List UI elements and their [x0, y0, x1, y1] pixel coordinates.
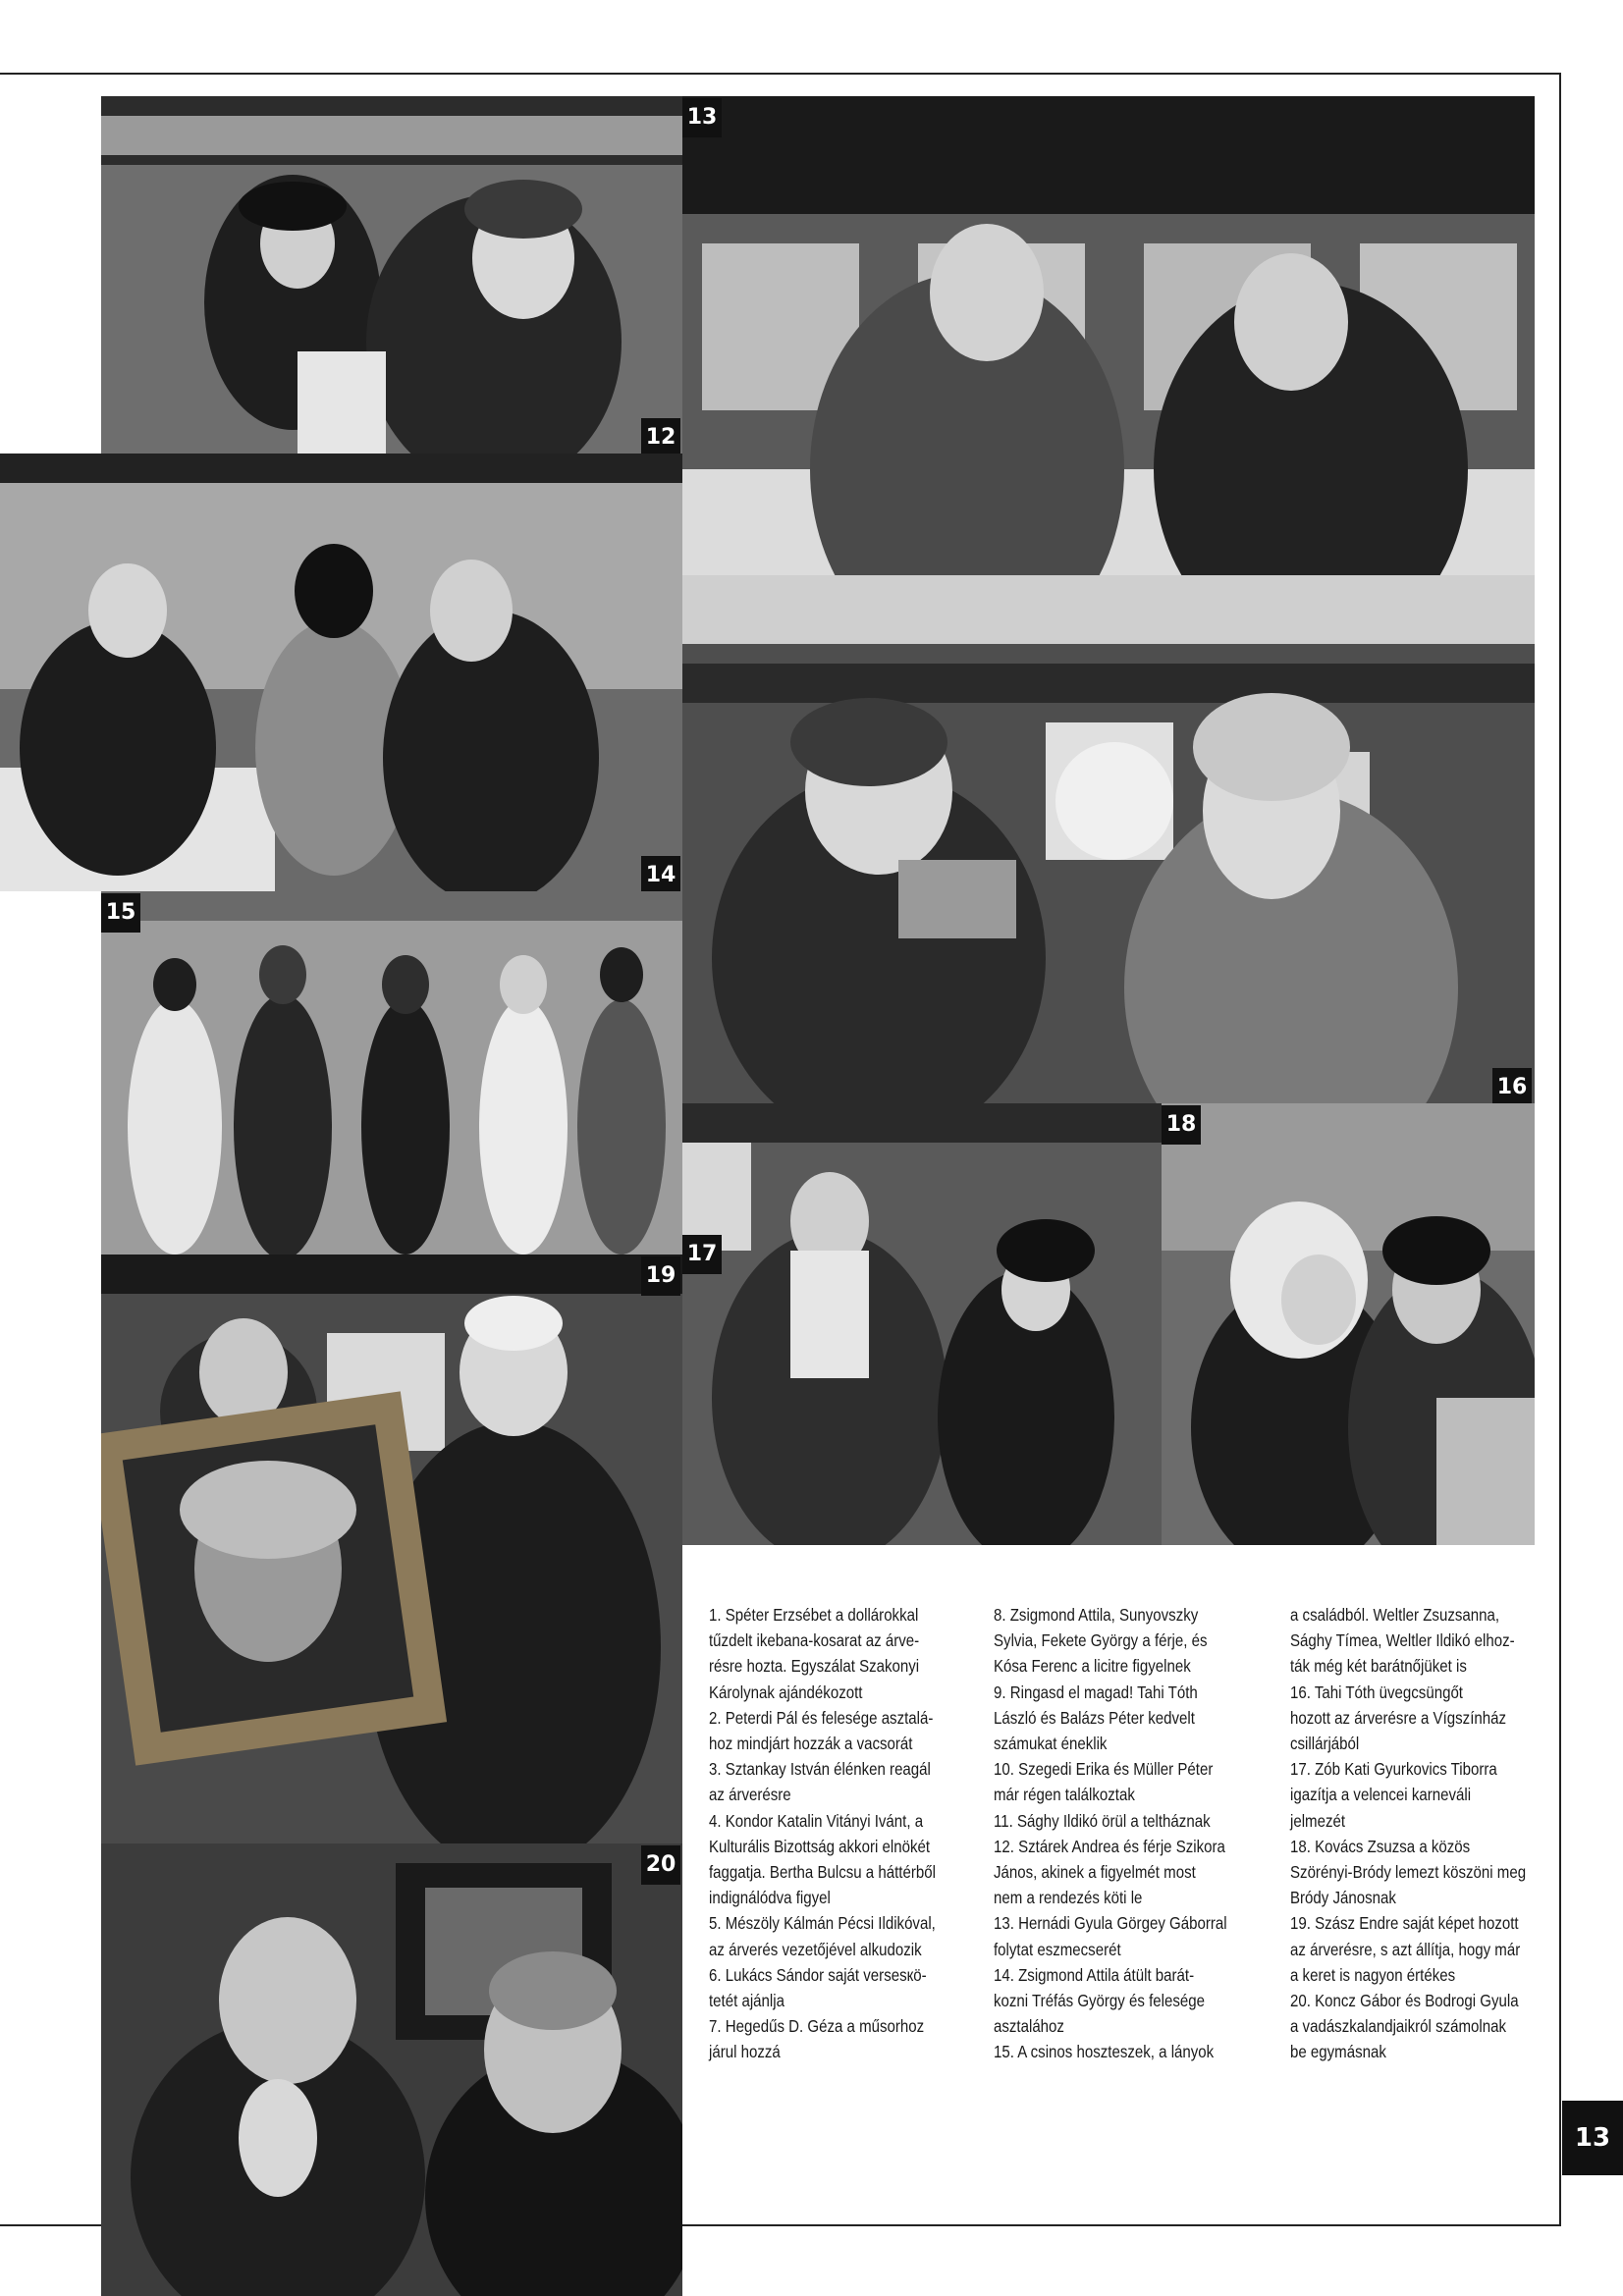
caption-line: Sághy Tímea, Weltler Ildikó elhoz- — [1290, 1630, 1515, 1651]
caption-line: be egymásnak — [1290, 2042, 1386, 2062]
photo-19-image — [101, 1255, 682, 1843]
photo-14-number: 14 — [641, 856, 680, 895]
photo-15 — [101, 891, 682, 1255]
caption-line: 8. Zsigmond Attila, Sunyovszky — [994, 1605, 1199, 1625]
caption-line: Károlynak ajándékozott — [709, 1682, 863, 1702]
photo-18-image — [1162, 1103, 1535, 1545]
caption-line: az árverésre — [709, 1785, 791, 1805]
photo-18 — [1162, 1103, 1535, 1545]
photo-18-number: 18 — [1162, 1105, 1201, 1145]
caption-line: 2. Peterdi Pál és felesége asztalá- — [709, 1707, 934, 1728]
caption-line: nem a rendezés köti le — [994, 1888, 1143, 1908]
photo-17 — [682, 1103, 1162, 1545]
caption-line: 7. Hegedűs D. Géza a műsorhoz — [709, 2016, 925, 2037]
caption-line: asztalához — [994, 2016, 1064, 2037]
photo-19 — [101, 1255, 682, 1843]
caption-line: járul hozzá — [709, 2042, 781, 2062]
caption-line: indignálódva figyel — [709, 1888, 831, 1908]
photo-12-image — [101, 96, 682, 454]
caption-line: Szörényi-Bródy lemezt köszöni meg — [1290, 1862, 1527, 1883]
photo-13-image — [682, 96, 1535, 575]
captions — [709, 1602, 1549, 2191]
caption-line: 5. Mészöly Kálmán Pécsi Ildikóval, — [709, 1913, 936, 1934]
photo-20-image — [101, 1843, 682, 2296]
caption-line: 19. Szász Endre saját képet hozott — [1290, 1913, 1519, 1934]
caption-line: 17. Zób Kati Gyurkovics Tiborra — [1290, 1759, 1497, 1780]
caption-line: a keret is nagyon értékes — [1290, 1964, 1456, 1985]
caption-column-1 — [709, 1602, 936, 2065]
caption-line: igazítja a velencei karneváli — [1290, 1785, 1472, 1805]
caption-line: a vadászkalandjaikról számolnak — [1290, 2016, 1507, 2037]
caption-line: tűzdelt ikebana-kosarat az árve- — [709, 1630, 920, 1651]
caption-line: 16. Tahi Tóth üvegcsüngőt — [1290, 1682, 1464, 1702]
caption-column-2 — [994, 1602, 1227, 2065]
caption-column-3 — [1290, 1602, 1527, 2065]
photo-17-image — [682, 1103, 1162, 1545]
caption-line: 15. A csinos hoszteszek, a lányok — [994, 2042, 1215, 2062]
photo-16-number: 16 — [1492, 1068, 1532, 1107]
photo-20-number: 20 — [641, 1845, 680, 1885]
caption-line: az árverés vezetőjével alkudozik — [709, 1939, 922, 1959]
photo-14 — [0, 454, 682, 891]
photo-13-number: 13 — [682, 98, 722, 137]
caption-line: 18. Kovács Zsuzsa a közös — [1290, 1836, 1471, 1856]
caption-line: az árverésre, s azt állítja, hogy már — [1290, 1939, 1521, 1959]
caption-line: 12. Sztárek Andrea és férje Szikora — [994, 1836, 1225, 1856]
caption-line: 1. Spéter Erzsébet a dollárokkal — [709, 1605, 919, 1625]
caption-line: már régen találkoztak — [994, 1785, 1135, 1805]
caption-line: hoz mindjárt hozzák a vacsorát — [709, 1734, 913, 1754]
caption-line: jelmezét — [1290, 1810, 1346, 1831]
caption-line: 6. Lukács Sándor saját versesкö- — [709, 1964, 927, 1985]
caption-line: 20. Koncz Gábor és Bodrogi Gyula — [1290, 1991, 1519, 2011]
page-number: 13 — [1562, 2101, 1623, 2175]
photo-16 — [682, 575, 1535, 1103]
photo-17-number: 17 — [682, 1235, 722, 1274]
caption-line: számukat éneklik — [994, 1734, 1108, 1754]
caption-line: 9. Ringasd el magad! Tahi Tóth — [994, 1682, 1198, 1702]
caption-line: 14. Zsigmond Attila átült barát- — [994, 1964, 1195, 1985]
caption-line: ták még két barátnőjüket is — [1290, 1656, 1467, 1677]
caption-line: a családból. Weltler Zsuzsanna, — [1290, 1605, 1500, 1625]
caption-line: Kósa Ferenc a licitre figyelnek — [994, 1656, 1191, 1677]
caption-line: folytat eszmecserét — [994, 1939, 1121, 1959]
photo-12-number: 12 — [641, 418, 680, 457]
photo-19-number: 19 — [641, 1256, 680, 1296]
caption-line: 4. Kondor Katalin Vitányi Ivánt, a — [709, 1810, 924, 1831]
caption-line: résre hozta. Egyszálat Szakonyi — [709, 1656, 920, 1677]
photo-14-image — [0, 454, 682, 891]
caption-line: kozni Tréfás György és felesége — [994, 1991, 1205, 2011]
photo-13 — [682, 96, 1535, 575]
photo-12 — [101, 96, 682, 454]
caption-line: Sylvia, Fekete György a férje, és — [994, 1630, 1208, 1651]
caption-line: faggatja. Bertha Bulcsu a háttérből — [709, 1862, 936, 1883]
caption-line: tetét ajánlja — [709, 1991, 784, 2011]
photo-20 — [101, 1843, 682, 2296]
caption-line: 10. Szegedi Erika és Müller Péter — [994, 1759, 1214, 1780]
caption-line: 3. Sztankay István élénken reagál — [709, 1759, 931, 1780]
caption-line: hozott az árverésre a Vígszínház — [1290, 1707, 1507, 1728]
caption-line: Kulturális Bizottság akkori elnökét — [709, 1836, 931, 1856]
caption-line: csillárjából — [1290, 1734, 1360, 1754]
caption-line: Bródy Jánosnak — [1290, 1888, 1396, 1908]
photo-15-number: 15 — [101, 893, 140, 933]
photo-15-image — [101, 891, 682, 1255]
caption-line: 13. Hernádi Gyula Görgey Gáborral — [994, 1913, 1227, 1934]
caption-line: László és Balázs Péter kedvelt — [994, 1707, 1195, 1728]
caption-line: János, akinek a figyelmét most — [994, 1862, 1196, 1883]
photo-16-image — [682, 575, 1535, 1103]
caption-line: 11. Sághy Ildikó örül a teltháznak — [994, 1810, 1211, 1831]
